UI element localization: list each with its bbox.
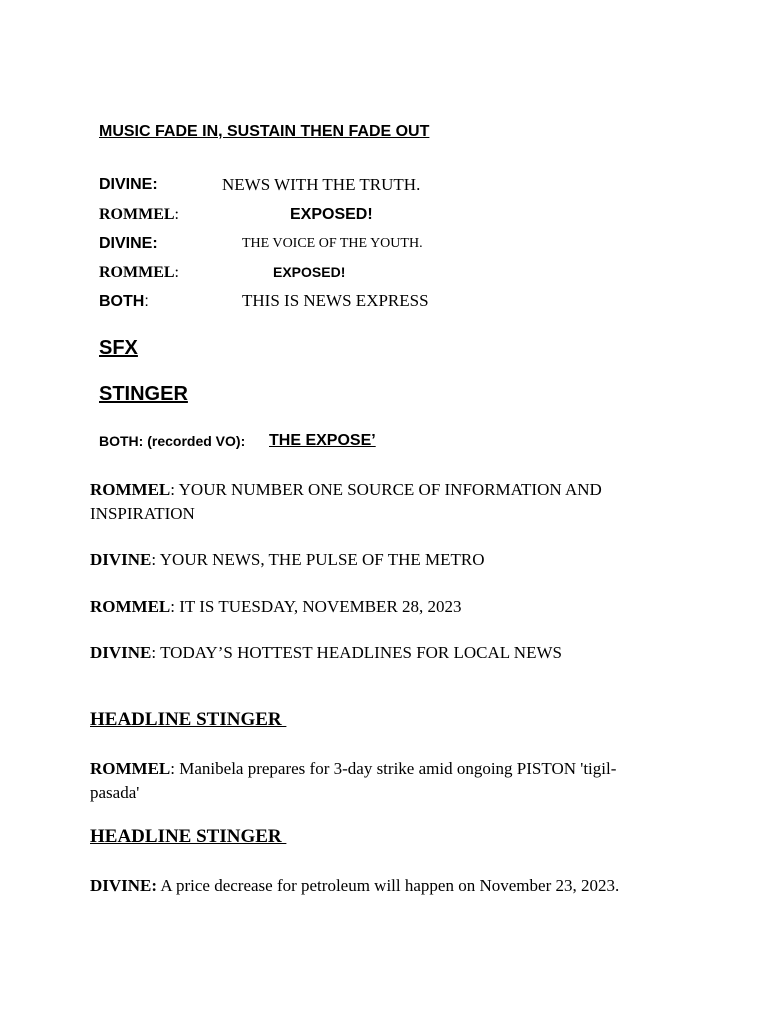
intro-line-text: THIS IS NEWS EXPRESS [242,291,429,310]
headline-stinger-heading: HEADLINE STINGER [90,826,287,847]
dialogue-text: TODAY’S HOTTEST HEADLINES FOR LOCAL NEWS [156,643,562,662]
speaker-divine: DIVINE: [99,235,158,252]
speaker-colon: : [170,759,176,778]
intro-line-text: EXPOSED! [290,206,373,223]
speaker-divine: DIVINE: [99,176,158,193]
speaker-colon: : [170,480,176,499]
speaker-name: BOTH [99,293,145,310]
dialogue-text: YOUR NUMBER ONE SOURCE OF INFORMATION AND INSPIRATION [90,480,602,523]
speaker-rommel [99,263,179,282]
speaker-colon: : [151,643,157,662]
dialogue-line [90,641,650,665]
headline-line [90,757,650,805]
speaker-name: DIVINE: [90,876,158,895]
headline-stinger-heading: HEADLINE STINGER [90,709,287,730]
speaker-colon: : [170,597,176,616]
recorded-vo-label: BOTH: (recorded VO): [99,433,246,449]
sfx-heading: SFX [99,337,138,359]
dialogue-line [90,595,650,619]
intro-line-text: NEWS WITH THE TRUTH. [222,175,421,194]
speaker-name: ROMMEL [99,206,175,223]
speaker-name: ROMMEL [90,480,171,499]
speaker-name: ROMMEL [90,597,171,616]
speaker-both [99,292,149,311]
speaker-colon: : [174,206,179,223]
headline-text: A price decrease for petroleum will happen on November 23, 2023. [157,876,620,895]
dialogue-line [90,478,650,526]
intro-line-text: EXPOSED! [273,264,346,280]
speaker-name: DIVINE [90,550,152,569]
speaker-name: ROMMEL [90,759,171,778]
stinger-heading: STINGER [99,383,188,405]
speaker-rommel [99,205,179,224]
speaker-colon: : [151,550,157,569]
speaker-colon: : [144,293,149,310]
speaker-name: DIVINE [90,643,152,662]
dialogue-text: IT IS TUESDAY, NOVEMBER 28, 2023 [175,597,462,616]
dialogue-text: YOUR NEWS, THE PULSE OF THE METRO [156,550,485,569]
expose-title: THE EXPOSE’ [269,432,376,449]
speaker-colon: : [174,264,179,281]
speaker-name: ROMMEL [99,264,175,281]
music-cue: MUSIC FADE IN, SUSTAIN THEN FADE OUT [99,123,430,140]
headline-line [90,874,650,898]
headline-text: Manibela prepares for 3-day strike amid ongoing PISTON 'tigil-pasada' [90,759,617,802]
intro-line-text: THE VOICE OF THE YOUTH. [242,236,423,251]
dialogue-line [90,548,650,572]
